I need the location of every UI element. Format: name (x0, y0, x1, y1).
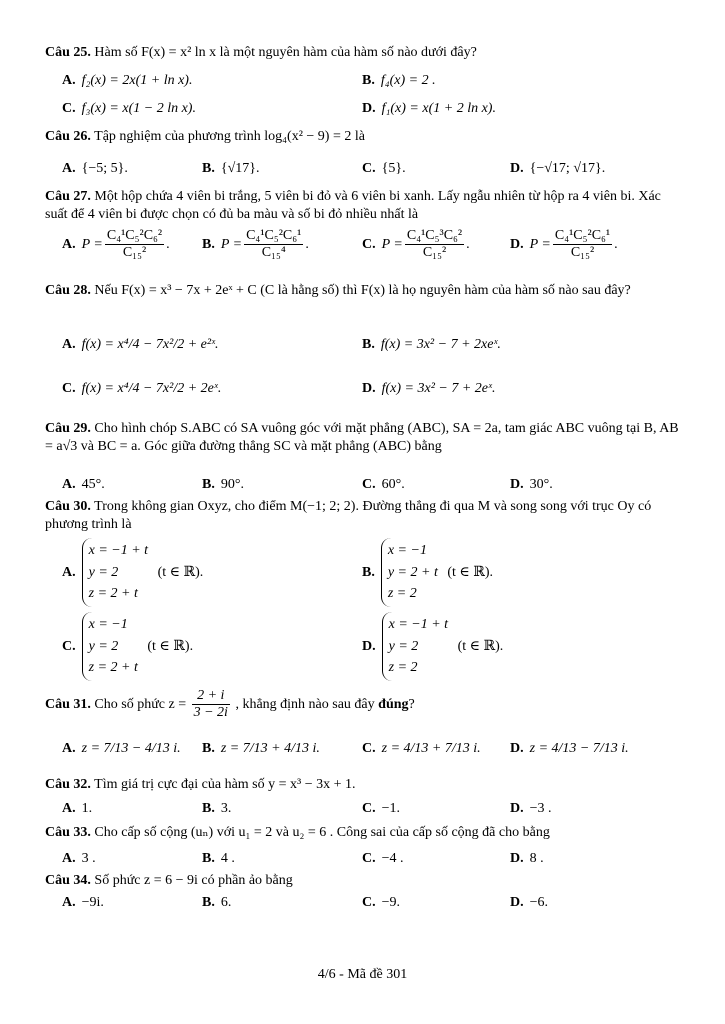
question-label: Câu 33. (45, 825, 91, 840)
question-label: Câu 28. (45, 283, 91, 298)
option-c[interactable]: C. P = $\frac{\text{C₄¹C₅³C₆²}}{\text{C₁₅²}}$ . (362, 228, 470, 261)
option-c[interactable]: C. {5}. (362, 161, 406, 176)
q30-options-row-1 (62, 538, 685, 608)
option-a[interactable]: A. z = 7/13 − 4/13 i. (62, 741, 181, 756)
question-text: Tìm giá trị cực đại của hàm số y = x³ − 3x + 1. (94, 777, 356, 792)
option-c[interactable]: C. 60°. (362, 477, 405, 492)
option-a[interactable]: A. {−5; 5}. (62, 161, 128, 176)
question-label: Câu 26. (45, 129, 91, 144)
option-c[interactable]: C. −4 . (362, 851, 404, 866)
question-31: Câu 31. Cho số phức z = $\frac{2 + i}{3 - 2i}$ , khẳng định nào sau đây đúng? (45, 688, 415, 721)
question-27 (45, 188, 685, 223)
option-d[interactable]: D. 8 . (510, 851, 544, 866)
question-26 (45, 128, 685, 146)
question-text: Tập nghiệm của phương trình log₄(x² − 9) = 2 là (94, 129, 365, 144)
question-25 (45, 44, 685, 62)
q26-options-row (62, 160, 685, 184)
option-c[interactable]: C. f₃(x) = x(1 − 2 ln x). (62, 101, 196, 116)
option-b[interactable]: B. 3. (202, 801, 232, 816)
q28-options-row-2 (62, 380, 685, 404)
option-d[interactable]: D. P = $\frac{\text{C₄¹C₅²C₆¹}}{\text{C₁₅²}}$ . (510, 228, 618, 261)
option-a[interactable]: A. 3 . (62, 851, 96, 866)
q31-options-row (62, 740, 685, 764)
q28-options-row-1 (62, 336, 685, 360)
question-label: Câu 27. (45, 189, 91, 204)
question-30 (45, 498, 685, 533)
option-d[interactable]: D. x = −1 + t y = 2 z = 2 (t ∈ ℝ). (362, 612, 503, 681)
option-a[interactable]: A. −9i. (62, 895, 104, 910)
option-b[interactable]: B. {√17}. (202, 161, 260, 176)
option-d[interactable]: D. 30°. (510, 477, 553, 492)
question-34 (45, 872, 685, 890)
q32-options-row (62, 800, 685, 824)
q25-options-row-2 (62, 100, 685, 124)
option-b[interactable]: B. 90°. (202, 477, 244, 492)
question-32 (45, 776, 685, 794)
option-d[interactable]: D. z = 4/13 − 7/13 i. (510, 741, 629, 756)
question-label: Câu 32. (45, 777, 91, 792)
q27-options-row (62, 228, 685, 272)
question-text: Số phức z = 6 − 9i có phần ảo bằng (94, 873, 293, 888)
option-b[interactable]: B. 6. (202, 895, 232, 910)
option-b[interactable]: B. z = 7/13 + 4/13 i. (202, 741, 320, 756)
question-28 (45, 282, 685, 300)
option-c[interactable]: C. −1. (362, 801, 401, 816)
option-a[interactable]: A. 1. (62, 801, 93, 816)
option-a[interactable]: A. f(x) = x⁴/4 − 7x²/2 + e²ˣ. (62, 337, 219, 352)
q30-options-row-2 (62, 612, 685, 682)
option-d[interactable]: D. {−√17; √17}. (510, 161, 606, 176)
q29-options-row (62, 476, 685, 500)
question-label: Câu 34. (45, 873, 91, 888)
option-d[interactable]: D. −3 . (510, 801, 552, 816)
option-c[interactable]: C. x = −1 y = 2 z = 2 + t (t ∈ ℝ). (62, 612, 193, 681)
option-b[interactable]: B. f₄(x) = 2 . (362, 73, 436, 88)
option-d[interactable]: D. f(x) = 3x² − 7 + 2eˣ. (362, 381, 496, 396)
option-c[interactable]: C. f(x) = x⁴/4 − 7x²/2 + 2eˣ. (62, 381, 222, 396)
question-text: Một hộp chứa 4 viên bi trắng, 5 viên bi đỏ và 6 viên bi xanh. Lấy ngẫu nhiên từ hộp ra 4 viên bi. Xác suất để 4 viên bi được chọn có đủ ba màu và số bi đỏ nhiều nhất là (45, 189, 661, 222)
option-a[interactable]: A. P = $\frac{\text{C₄¹C₅²C₆²}}{\text{C₁₅²}}$ . (62, 228, 170, 261)
option-b[interactable]: B. 4 . (202, 851, 235, 866)
option-a[interactable]: A. x = −1 + t y = 2 z = 2 + t (t ∈ ℝ). (62, 538, 203, 607)
question-text: Cho cấp số cộng (uₙ) với u₁ = 2 và u₂ = 6 . Công sai của cấp số cộng đã cho bằng (94, 825, 550, 840)
option-c[interactable]: C. −9. (362, 895, 401, 910)
question-29 (45, 420, 685, 455)
option-d[interactable]: D. f₁(x) = x(1 + 2 ln x). (362, 101, 496, 116)
option-c[interactable]: C. z = 4/13 + 7/13 i. (362, 741, 481, 756)
option-b[interactable]: B. f(x) = 3x² − 7 + 2xeˣ. (362, 337, 501, 352)
question-text: Trong không gian Oxyz, cho điểm M(−1; 2; 2). Đường thẳng đi qua M và song song với trục Oy có phương trình là (45, 499, 652, 532)
question-label: Câu 30. (45, 499, 91, 514)
q25-options-row-1 (62, 72, 685, 96)
option-d[interactable]: D. −6. (510, 895, 549, 910)
q33-options-row (62, 850, 685, 874)
question-text: Hàm số F(x) = x² ln x là một nguyên hàm của hàm số nào dưới đây? (94, 45, 477, 60)
q34-options-row (62, 894, 685, 918)
question-text: Cho hình chóp S.ABC có SA vuông góc với mặt phẳng (ABC), SA = 2a, tam giác ABC vuông tại B, AB = a√3 và BC = a. Góc giữa đường thẳng SC và mặt phẳng (ABC) bằng (45, 421, 679, 454)
option-a[interactable]: A. 45°. (62, 477, 105, 492)
question-33 (45, 824, 685, 842)
page-footer: 4/6 - Mã đề 301 (317, 967, 408, 982)
question-text: Nếu F(x) = x³ − 7x + 2eˣ + C (C là hằng số) thì F(x) là họ nguyên hàm của hàm số nào sau đây? (94, 283, 631, 298)
question-label: Câu 29. (45, 421, 91, 436)
question-label: Câu 25. (45, 45, 91, 60)
option-b[interactable]: B. P = $\frac{\text{C₄¹C₅²C₆¹}}{\text{C₁₅⁴}}$ . (202, 228, 309, 261)
option-b[interactable]: B. x = −1 y = 2 + t z = 2 (t ∈ ℝ). (362, 538, 493, 607)
option-a[interactable]: A. f₂(x) = 2x(1 + ln x). (62, 73, 193, 88)
question-label: Câu 31. (45, 696, 91, 712)
